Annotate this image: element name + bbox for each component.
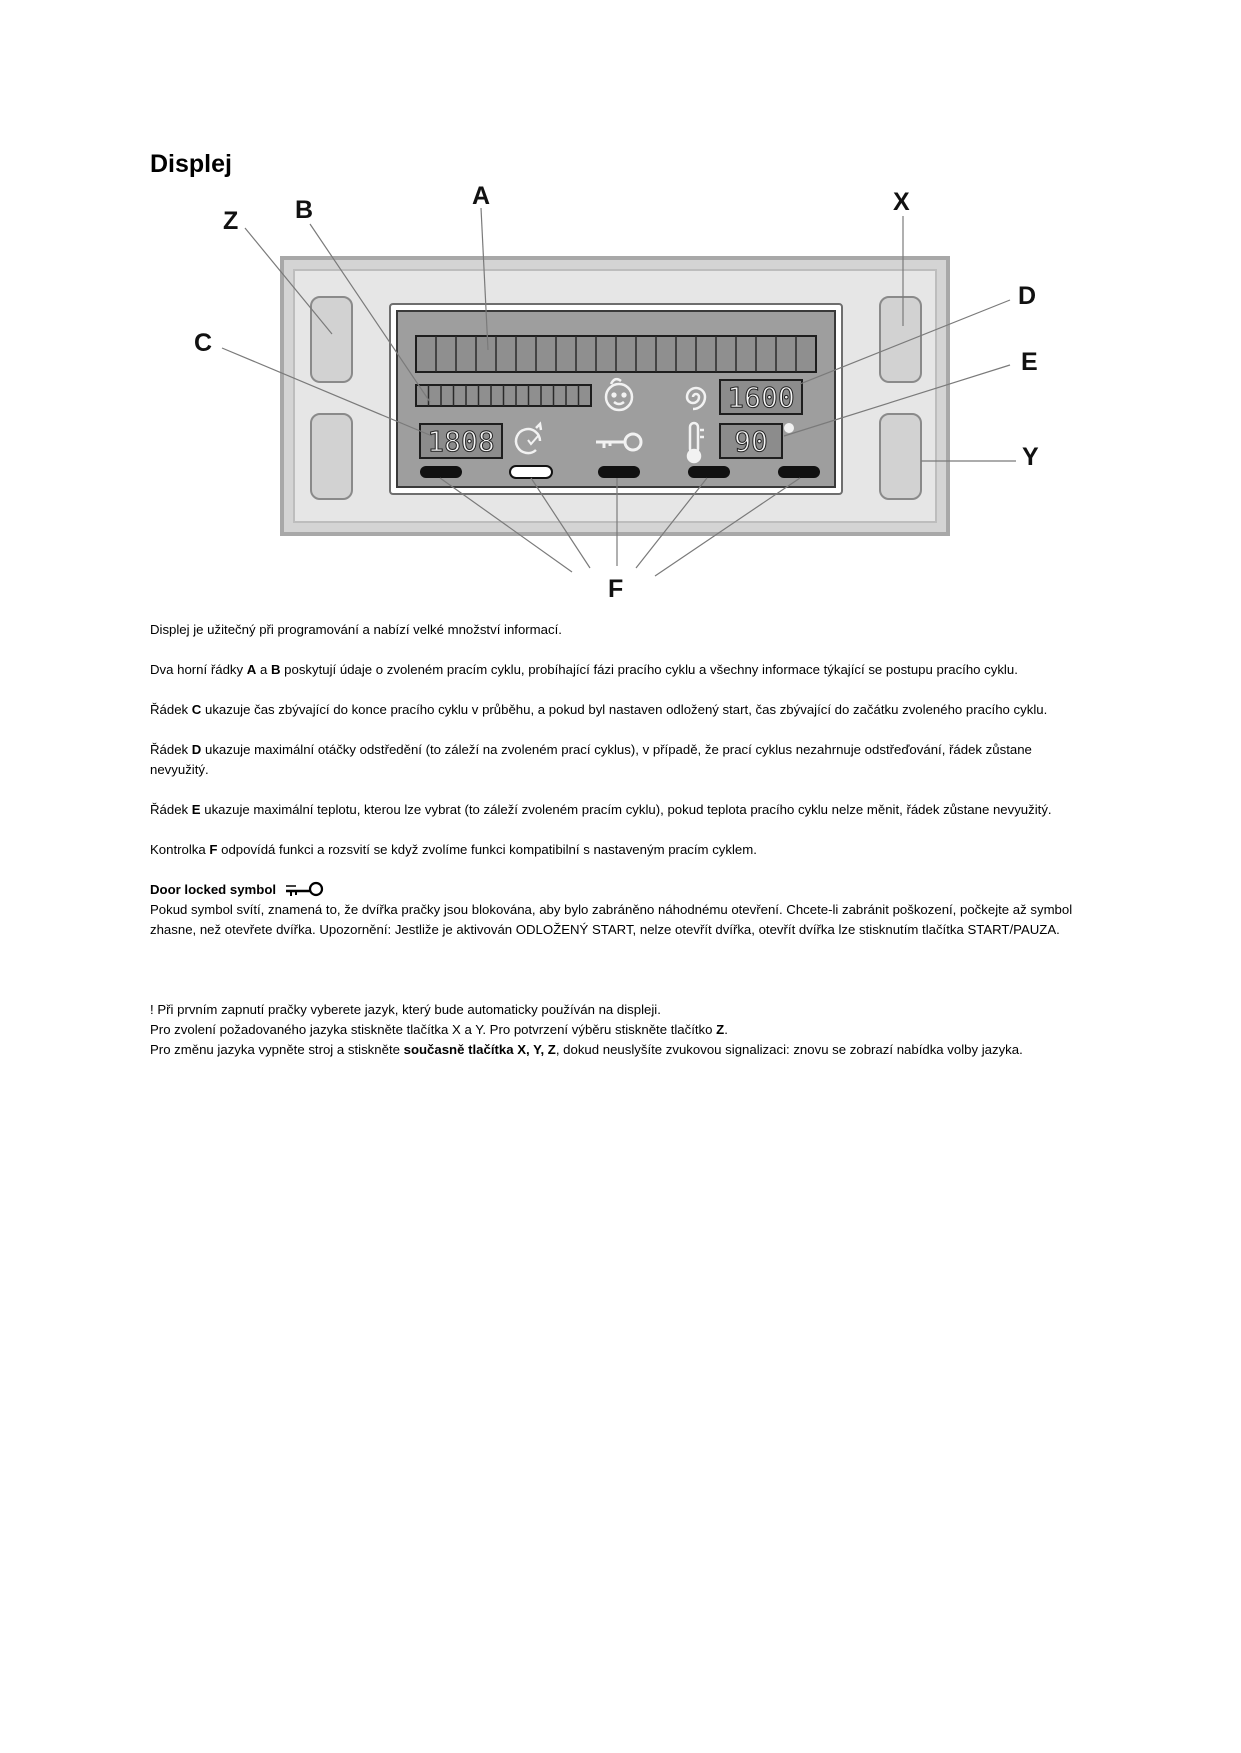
temp-readout: 90 (734, 425, 768, 458)
page-title: Displej (150, 150, 232, 178)
row-d-paragraph: Řádek D ukazuje maximální otáčky odstředění (to záleží na zvoleném prací cyklus), v případě, že prací cyklus nezahrnuje odstřeďování, řádek zůstane nevyužitý. (150, 742, 1032, 777)
indicator-lamp-4 (688, 466, 730, 478)
label-f: F (608, 575, 624, 603)
row-f-paragraph: Kontrolka F odpovídá funkci a rozsvití se když zvolíme funkci kompatibilní s nastaveným pracím cyklem. (150, 842, 757, 857)
button-x[interactable] (880, 297, 921, 382)
row-e-paragraph: Řádek E ukazuje maximální teplotu, kterou lze vybrat (to záleží zvoleném pracím cyklu), pokud teplota pracího cyklu nelze měnit, řádek zůstane nevyužitý. (150, 802, 1052, 817)
door-locked-heading: Door locked symbol (150, 880, 1085, 900)
label-x: X (893, 188, 910, 216)
button-left-bottom[interactable] (311, 414, 352, 499)
indicator-lamp-2 (510, 466, 552, 478)
degree-dot (784, 423, 794, 433)
key-icon (284, 880, 324, 900)
indicator-lamp-5 (778, 466, 820, 478)
indicator-lamp-1 (420, 466, 462, 478)
intro-paragraph: Displej je užitečný při programování a nabízí velké množství informací. (150, 622, 562, 637)
spin-readout: 1600 (727, 381, 795, 414)
label-y: Y (1022, 443, 1039, 471)
description (150, 620, 1085, 1060)
row-ab-paragraph: Dva horní řádky A a B poskytují údaje o zvoleném pracím cyklu, probíhající fázi pracího cyklu a všechny informace týkající se postupu pracího cyklu. (150, 662, 1018, 677)
label-c: C (194, 329, 213, 357)
label-e: E (1021, 348, 1038, 376)
button-y[interactable] (880, 414, 921, 499)
button-z[interactable] (311, 297, 352, 382)
label-a: A (472, 182, 491, 210)
row-c-paragraph: Řádek C ukazuje čas zbývající do konce pracího cyklu v průběhu, a pokud byl nastaven odložený start, čas zbývající do začátku zvoleného pracího cyklu. (150, 702, 1048, 717)
note-line-1: ! Při prvním zapnutí pračky vyberete jazyk, který bude automaticky používán na displeji. (150, 1002, 661, 1017)
door-locked-text: Pokud symbol svítí, znamená to, že dvířka pračky jsou blokována, aby bylo zabráněno náhodnému otevření. Chcete-li zabránit poškození, počkejte až symbol zhasne, než otevřete dvířka. Upozornění: Jestliže je aktivován ODLOŽENÝ START, nelze otevřít dvířka, otevřít dvířka lze stisknutím tlačítka START/PAUZA. (150, 902, 1073, 937)
label-d: D (1018, 282, 1037, 310)
display-diagram (0, 0, 1241, 620)
label-b: B (295, 196, 314, 224)
note-line-3: Pro změnu jazyka vypněte stroj a stiskněte současně tlačítka X, Y, Z, dokud neuslyšíte zvukovou signalizaci: znovu se zobrazí nabídka volby jazyka. (150, 1042, 1023, 1057)
label-z: Z (223, 207, 239, 235)
indicator-lamp-3 (598, 466, 640, 478)
row-b-segments (416, 385, 591, 406)
time-readout: 1808 (427, 425, 495, 458)
row-a-segments (416, 336, 816, 372)
note-line-2: Pro zvolení požadovaného jazyka stiskněte tlačítka X a Y. Pro potvrzení výběru stiskněte tlačítko Z. (150, 1022, 728, 1037)
